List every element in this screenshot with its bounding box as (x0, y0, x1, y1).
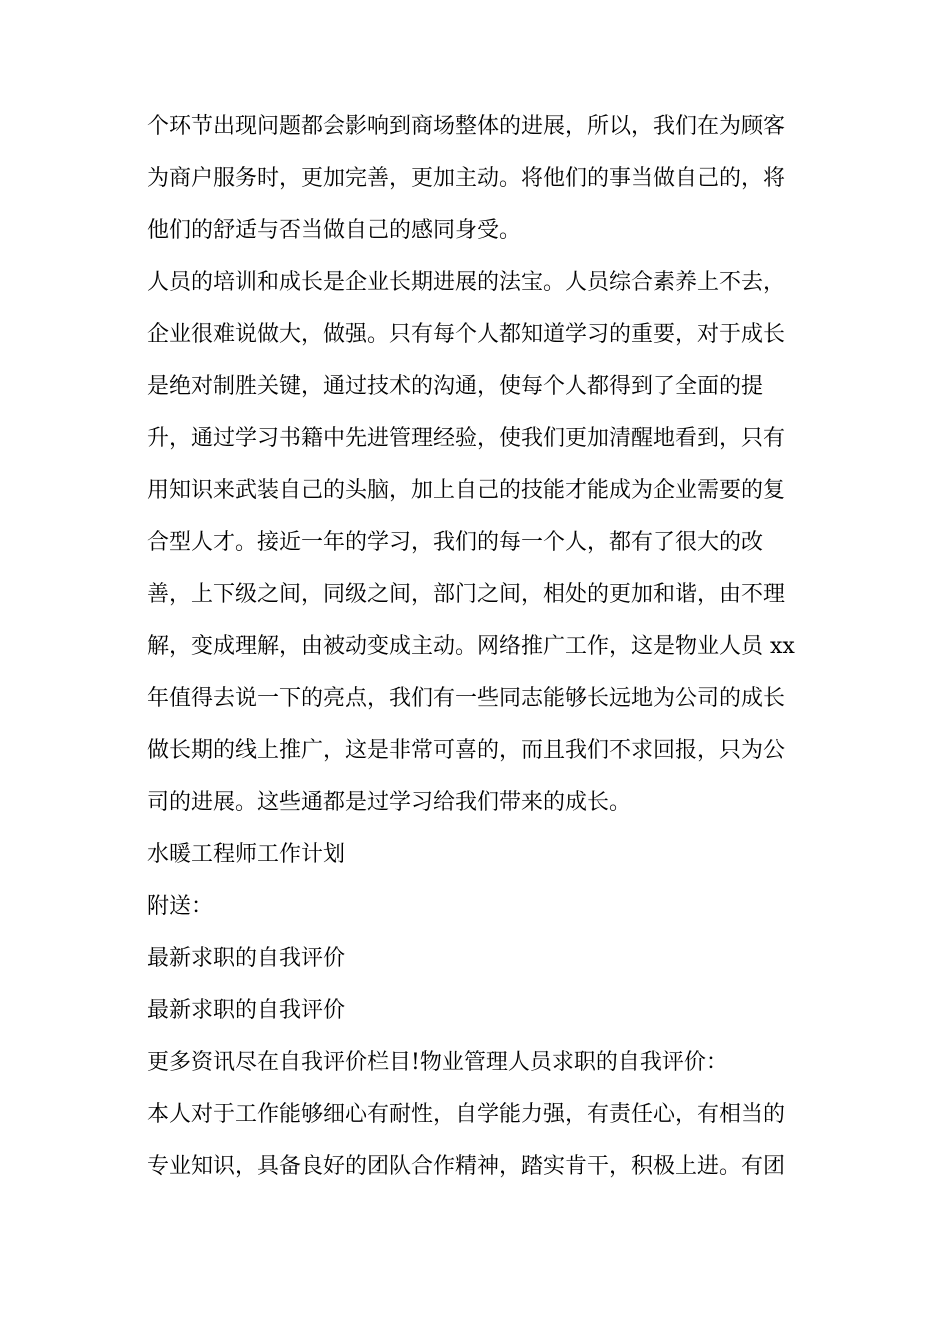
text-line: 做长期的线上推广，这是非常可喜的，而且我们不求回报，只为公 (147, 738, 786, 763)
section-heading: 水暖工程师工作计划 (147, 842, 346, 867)
text-line: 个环节出现问题都会影响到商场整体的进展，所以，我们在为顾客 (147, 114, 786, 139)
section-heading: 最新求职的自我评价 (147, 998, 346, 1023)
text-line: 解，变成理解，由被动变成主动。网络推广工作，这是物业人员 xx (147, 634, 795, 659)
appendix-label: 附送： (147, 894, 214, 919)
text-line: 更多资讯尽在自我评价栏目!物业管理人员求职的自我评价： (147, 1050, 728, 1075)
text-line: 升，通过学习书籍中先进管理经验，使我们更加清醒地看到，只有 (147, 426, 786, 451)
text-line: 专业知识，具备良好的团队合作精神，踏实肯干，积极上进。有团 (147, 1154, 786, 1179)
text-line: 人员的培训和成长是企业长期进展的法宝。人员综合素养上不去， (147, 270, 786, 295)
text-line: 本人对于工作能够细心有耐性，自学能力强，有责任心，有相当的 (147, 1102, 786, 1127)
section-heading: 最新求职的自我评价 (147, 946, 346, 971)
text-line: 善，上下级之间，同级之间，部门之间，相处的更加和谐，由不理 (147, 582, 786, 607)
text-line: 为商户服务时，更加完善，更加主动。将他们的事当做自己的，将 (147, 166, 786, 191)
text-line: 年值得去说一下的亮点，我们有一些同志能够长远地为公司的成长 (147, 686, 786, 711)
text-line: 合型人才。接近一年的学习，我们的每一个人，都有了很大的改 (147, 530, 764, 555)
text-line: 司的进展。这些通都是过学习给我们带来的成长。 (147, 790, 632, 815)
text-line: 用知识来武装自己的头脑，加上自己的技能才能成为企业需要的复 (147, 478, 786, 503)
document-body (147, 112, 807, 1204)
text-line: 企业很难说做大，做强。只有每个人都知道学习的重要，对于成长 (147, 322, 786, 347)
text-line: 他们的舒适与否当做自己的感同身受。 (147, 218, 522, 243)
text-line: 是绝对制胜关键，通过技术的沟通，使每个人都得到了全面的提 (147, 374, 764, 399)
